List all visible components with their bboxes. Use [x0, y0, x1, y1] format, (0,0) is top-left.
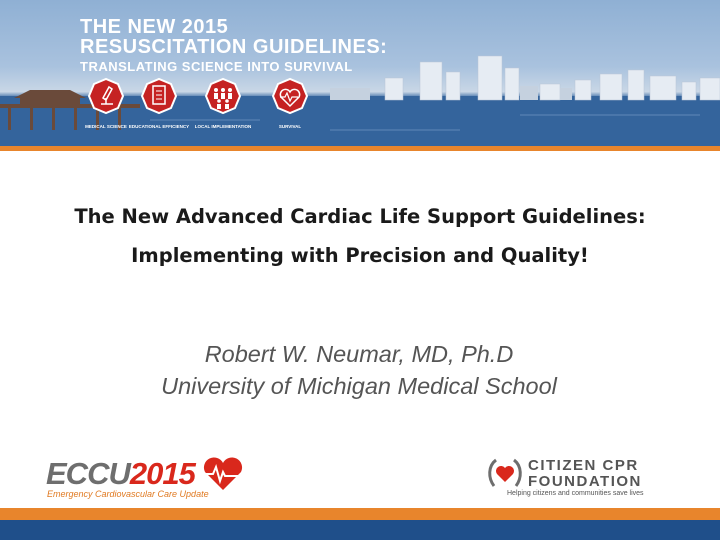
- author-affiliation: University of Michigan Medical School: [161, 373, 557, 399]
- slide-title: [20, 197, 700, 275]
- cpr-name-line-2: FOUNDATION: [528, 473, 642, 490]
- eccu-year: 2015: [129, 456, 195, 491]
- slide-title-line-2: Implementing with Precision and Quality!: [131, 244, 589, 267]
- eccu-logo: [44, 456, 250, 502]
- hands-heart-icon: [486, 456, 524, 490]
- slide-title-line-1: The New Advanced Cardiac Life Support Guidelines:: [74, 205, 646, 228]
- icon-caption-educational-efficiency: EDUCATIONAL EFFICIENCY: [128, 124, 190, 129]
- footer-band: [0, 508, 720, 540]
- header-banner: [0, 0, 720, 148]
- eccu-subtitle: Emergency Cardiovascular Care Update: [47, 489, 209, 499]
- cpr-tagline: Helping citizens and communities save lives: [507, 490, 644, 497]
- cpr-name-line-1: CITIZEN CPR: [528, 457, 639, 474]
- cpr-name: [528, 458, 642, 490]
- icon-caption-local-implementation: LOCAL IMPLEMENTATION: [194, 124, 252, 129]
- banner-title-line-3: TRANSLATING SCIENCE INTO SURVIVAL: [80, 59, 353, 74]
- eccu-wordmark: [46, 456, 195, 492]
- icon-caption-medical-science: MEDICAL SCIENCE: [85, 124, 127, 129]
- eccu-prefix: ECCU: [46, 456, 130, 491]
- citizen-cpr-logo: [484, 456, 654, 500]
- banner-title-line-1: THE NEW 2015: [80, 16, 229, 38]
- icon-caption-survival: SURVIVAL: [278, 124, 302, 129]
- microscope-icon: [89, 79, 123, 113]
- heart-ecg-icon: [200, 456, 246, 492]
- author-name: Robert W. Neumar, MD, Ph.D: [204, 341, 514, 367]
- heartbeat-icon: [273, 79, 307, 113]
- document-icon: [142, 79, 176, 113]
- people-icon: [206, 79, 240, 113]
- author-block: [0, 338, 718, 402]
- banner-title-line-2: RESUSCITATION GUIDELINES:: [80, 36, 388, 58]
- header-divider: [0, 146, 720, 151]
